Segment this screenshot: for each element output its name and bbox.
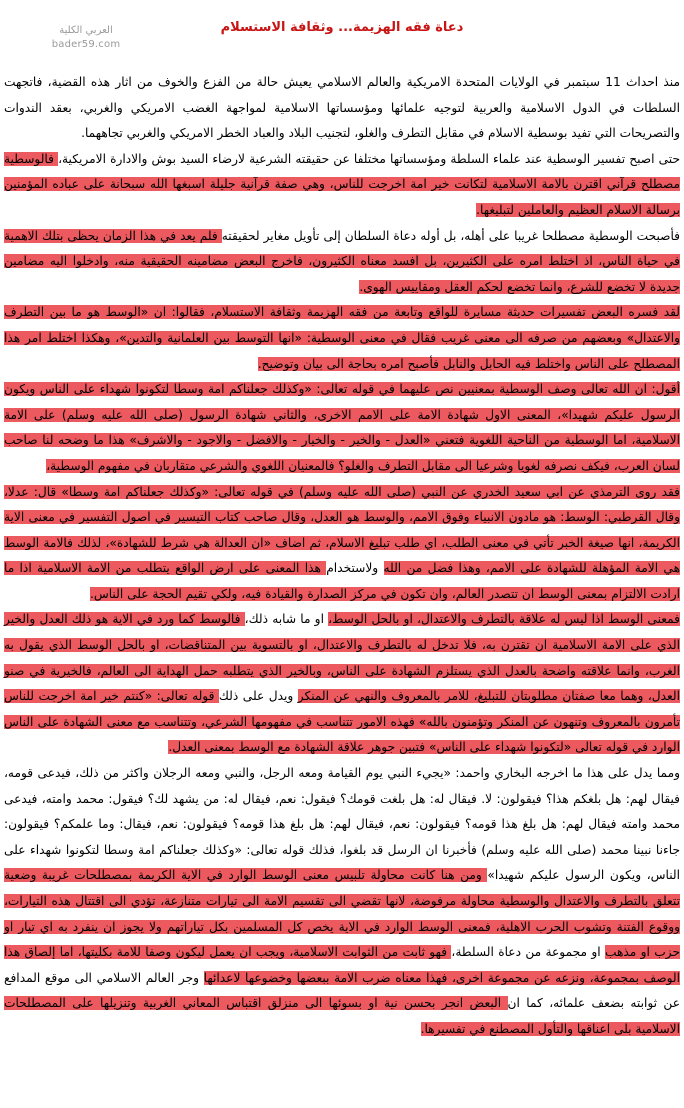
paragraph-text: ويدل على ذلك [218, 689, 298, 704]
highlighted-text: ومن هنا كانت محاولة تلبيس معنى الوسط الوارد في الاية الكريمة بمصطلحات غريبة وضعية تتعلق بالتطرف والاعتدال والوسطية محاولة مرفوضة، لانها تقضي الى تقسيم الامة الى تيارات متنازعة، تؤدي الى اقتتال هذه التيارات، ووقوع الفتنة وتشوب الحرب الاهلية، فمعنى الوسط الوارد في الاية يخص كل المسلمين بكل تياراتهم ولا يجوز ان ينفرد به اي تيار او حزب او مذهب [4, 868, 680, 960]
paragraph-text: او مجموعة من دعاة السلطة، [451, 945, 605, 960]
article-paragraph [4, 761, 680, 1043]
article-paragraph [4, 377, 680, 479]
highlighted-text: فلم يعد في هذا الزمان يحظى بتلك الاهمية في حياة الناس، اذ اختلط امره على الكثيرين، بل افسد معناه الكثيرون، فاخرج البعض مضامينه الحقيقية منه، وادخلوا اليه مضامين جديدة لا تخضع للشرع، وانما تخضع لحكم العقل ومقاييس الهوى. [4, 228, 680, 294]
highlighted-text: البعض انجر بحسن نية او بسوئها الى منزلق اقتباس المعاني الغربية وتنزيلها على المصطلحات الاسلامية بلى اعناقها والتأول المصطنع في تفسيرها. [4, 996, 680, 1036]
highlighted-text: أقول: ان الله تعالى وصف الوسطية بمعنيين نص عليهما في قوله تعالى: «وكذلك جعلناكم امة وسطا لتكونوا شهداء على الناس ويكون الرسول عليكم شهيدا»، المعنى الاول شهادة الامة على الامم الاخرى، والثاني شهادة الرسول (صلى الله عليه وسلم) على الامة الاسلامية، اما الوسطية من الناحية اللغوية فتعني «العدل - والخير - والخيار - والافضل - والاجود - والاشرف» هذا ما وضحه لنا صاحب لسان العرب، فيكف نصرفه لغويا وشرعيا الى مقابل التطرف والغلو؟ فالمعنيان اللغوي والشرعي متقاربان في مفهوم الوسطية، [4, 382, 680, 473]
paragraph-text: منذ احداث 11 سبتمبر في الولايات المتحدة الامريكية والعالم الاسلامي يعيش حالة من الفزع والخوف من اثار هذه القضية، فاتجهت السلطات في الدول الاسلامية والعربية لتوجيه علمائها ومؤسساتها الاسلامية لمواجهة الغضب الامريكي والغربي، بعقد الندوات والتصريحات التي تفيد بوسطية الاسلام في مقابل التطرف والغلو، لتجنيب البلاد والعباد الخطر الامريكي والغربي تجاههما. [4, 75, 680, 141]
article-paragraph [4, 70, 680, 147]
paragraph-text: فأصبحت الوسطية مصطلحا غريبا على أهله، بل أوله دعاة السلطان إلى تأويل مغاير لحقيقته [221, 228, 681, 243]
watermark-url: bader59.com [51, 39, 121, 50]
highlighted-text: فالوسطية مصطلح قرآني اقترن بالامة الاسلامية لتكانت خير امة اخرجت للناس، وهي صفة قرآنية جليلة اسبغها الله سبحانة على عباده المؤمنين برسالة الاسلام العظيم والعاملين لتبليغها. [4, 151, 680, 217]
highlighted-text: فقد روى الترمذي عن ابي سعيد الخدري عن النبي (صلى الله عليه وسلم) في قوله تعالى: «وكذلك جعلناكم امة وسطا» قال: عدلا، وقال القرطبي: الوسط: هو مادون الانبياء وفوق الامم، والوسط هو العدل، وقال صاحب كتاب التيسير في اصول التفسير في معنى الاية الكريمة، انها صيغة الخبر تأتي في معنى الطلب، اي طلب تبليغ الاسلام، ثم اضاف «ان العدالة هي شرط للشهادة»، لذلك فالامة الوسط هي الامة المؤهلة للشهادة على الامم، وهذا فضل من الله [4, 484, 680, 576]
paragraph-text: حتى اصبح تفسير الوسطية عند علماء السلطة ومؤسساتها مختلفا عن حقيقته الشرعية لارضاء السيد بوش والادارة الامريكية، [58, 151, 680, 166]
article-paragraph [4, 607, 680, 761]
article-title: دعاة فقه الهزيمة... وثقافة الاستسلام [220, 20, 464, 35]
highlighted-text: فمعنى الوسط اذا ليس له علاقة بالتطرف والاعتدال، او بالحل الوسط، [328, 612, 680, 627]
highlighted-text: لقد فسره البعض تفسيرات حديثة مسايرة للواقع وتابعة من فقه الهزيمة وثقافة الاستسلام، فقالوا: ان «الوسط هو ما بين التطرف والاعتدال» وبعضهم من صرفه الى معنى غريب فقال في معنى الوسطية: «انها التوسط بين العلمانية والتدين»، وهكذا اختلط امر هذا المصطلح على الناس واختلط فيه الحابل والنابل فأصبح امره بحاجة الى بيان وتوضيح. [4, 305, 680, 371]
article-paragraph [4, 480, 680, 608]
article-paragraph [4, 224, 680, 301]
article-paragraph [4, 300, 680, 377]
highlighted-text: هذا المعنى على ارض الواقع يتطلب من الامة الاسلامية اذا ما ارادت الالتزام بمعنى الوسط ان تتصدر العالم، وان تكون في مركز الصدارة والقيادة فيه، ولكي تقيم الحجة على الناس. [4, 561, 680, 601]
article-body [4, 70, 680, 1108]
highlighted-text: فالوسط كما ورد في الاية هو ذلك العدل والخير الذي على الامة الاسلامية ان تقترن به، فلا تدخل له بالتطرف والاعتدال، او بالتسوية بين المتناقضات، او بالحل الوسط الذي يقول به الغرب، وانما علاقته واضحة بالعدل الذي يستلزم الشهادة على الناس، وبالخير الذي يتطلبه حمل الهداية الى العالم، فالخيرية في صنو العدل، وهما معا صفتان مطلوبتان للتبليغ، للامر بالمعروف والنهي عن المنكر [4, 612, 680, 704]
paragraph-text: وجر العالم الاسلامي الى موقع المدافع عن ثوابته بضعف علمائه، كما ان [4, 970, 680, 1011]
paragraph-text: او ما شابه ذلك، [244, 612, 329, 627]
paragraph-text: ولاستخدام [326, 561, 384, 576]
highlighted-text: قوله تعالى: «كنتم خير امة اخرجت للناس تأمرون بالمعروف وتنهون عن المنكر وتؤمنون بالله» فهذه الامور تتناسب في مفهومها الشرعي، وتتناسب مع معنى الشهادة على الناس الوارد في قوله تعالى «لتكونوا شهداء على الناس» فتبين جوهر علاقة الشهادة مع الوسط بمعنى العدل. [4, 689, 680, 755]
watermark-arabic-text: العربي الكلية [59, 25, 113, 36]
article-paragraph [4, 147, 680, 224]
highlighted-text: فهو ثابت من الثوابت الاسلامية، ويجب ان يعمل ليكون وصفا للامة بكليتها، اما إلصاق هذا الوصف بمجموعة، ونزعه عن مجموعة اخرى، فهذا معناه ضرب الامة ببعضها وخضوعها لاعدائها [4, 945, 680, 985]
paragraph-text: ومما يدل على هذا ما اخرجه البخاري واحمد: «يجيء النبي يوم القيامة ومعه الرجل، والنبي ومعه الرجلان واكثر من ذلك، فيدعى قومه، فيقال لهم: هل بلغكم هذا؟ فيقولون: لا. فيقال له: هل بلغت قومك؟ فيقول: نعم، فيقال له: من يشهد لك؟ فيقول: محمد وامته، فيدعى محمد وامته فيقال لهم: هل بلغ هذا قومه؟ فيقولون: نعم، فيقال لهم: هل بلغ هذا قومه؟ فيقولون: نعم، فيقال: وما علمكم؟ فيقولون: جاءنا نبينا محمد (صلى الله عليه وسلم) فأخبرنا ان الرسل قد بلغوا، فذلك قوله تعالى: «وكذلك جعلناكم امة وسطا لتكونوا شهداء على الناس، ويكون الرسول عليكم شهيدا» [4, 766, 681, 883]
